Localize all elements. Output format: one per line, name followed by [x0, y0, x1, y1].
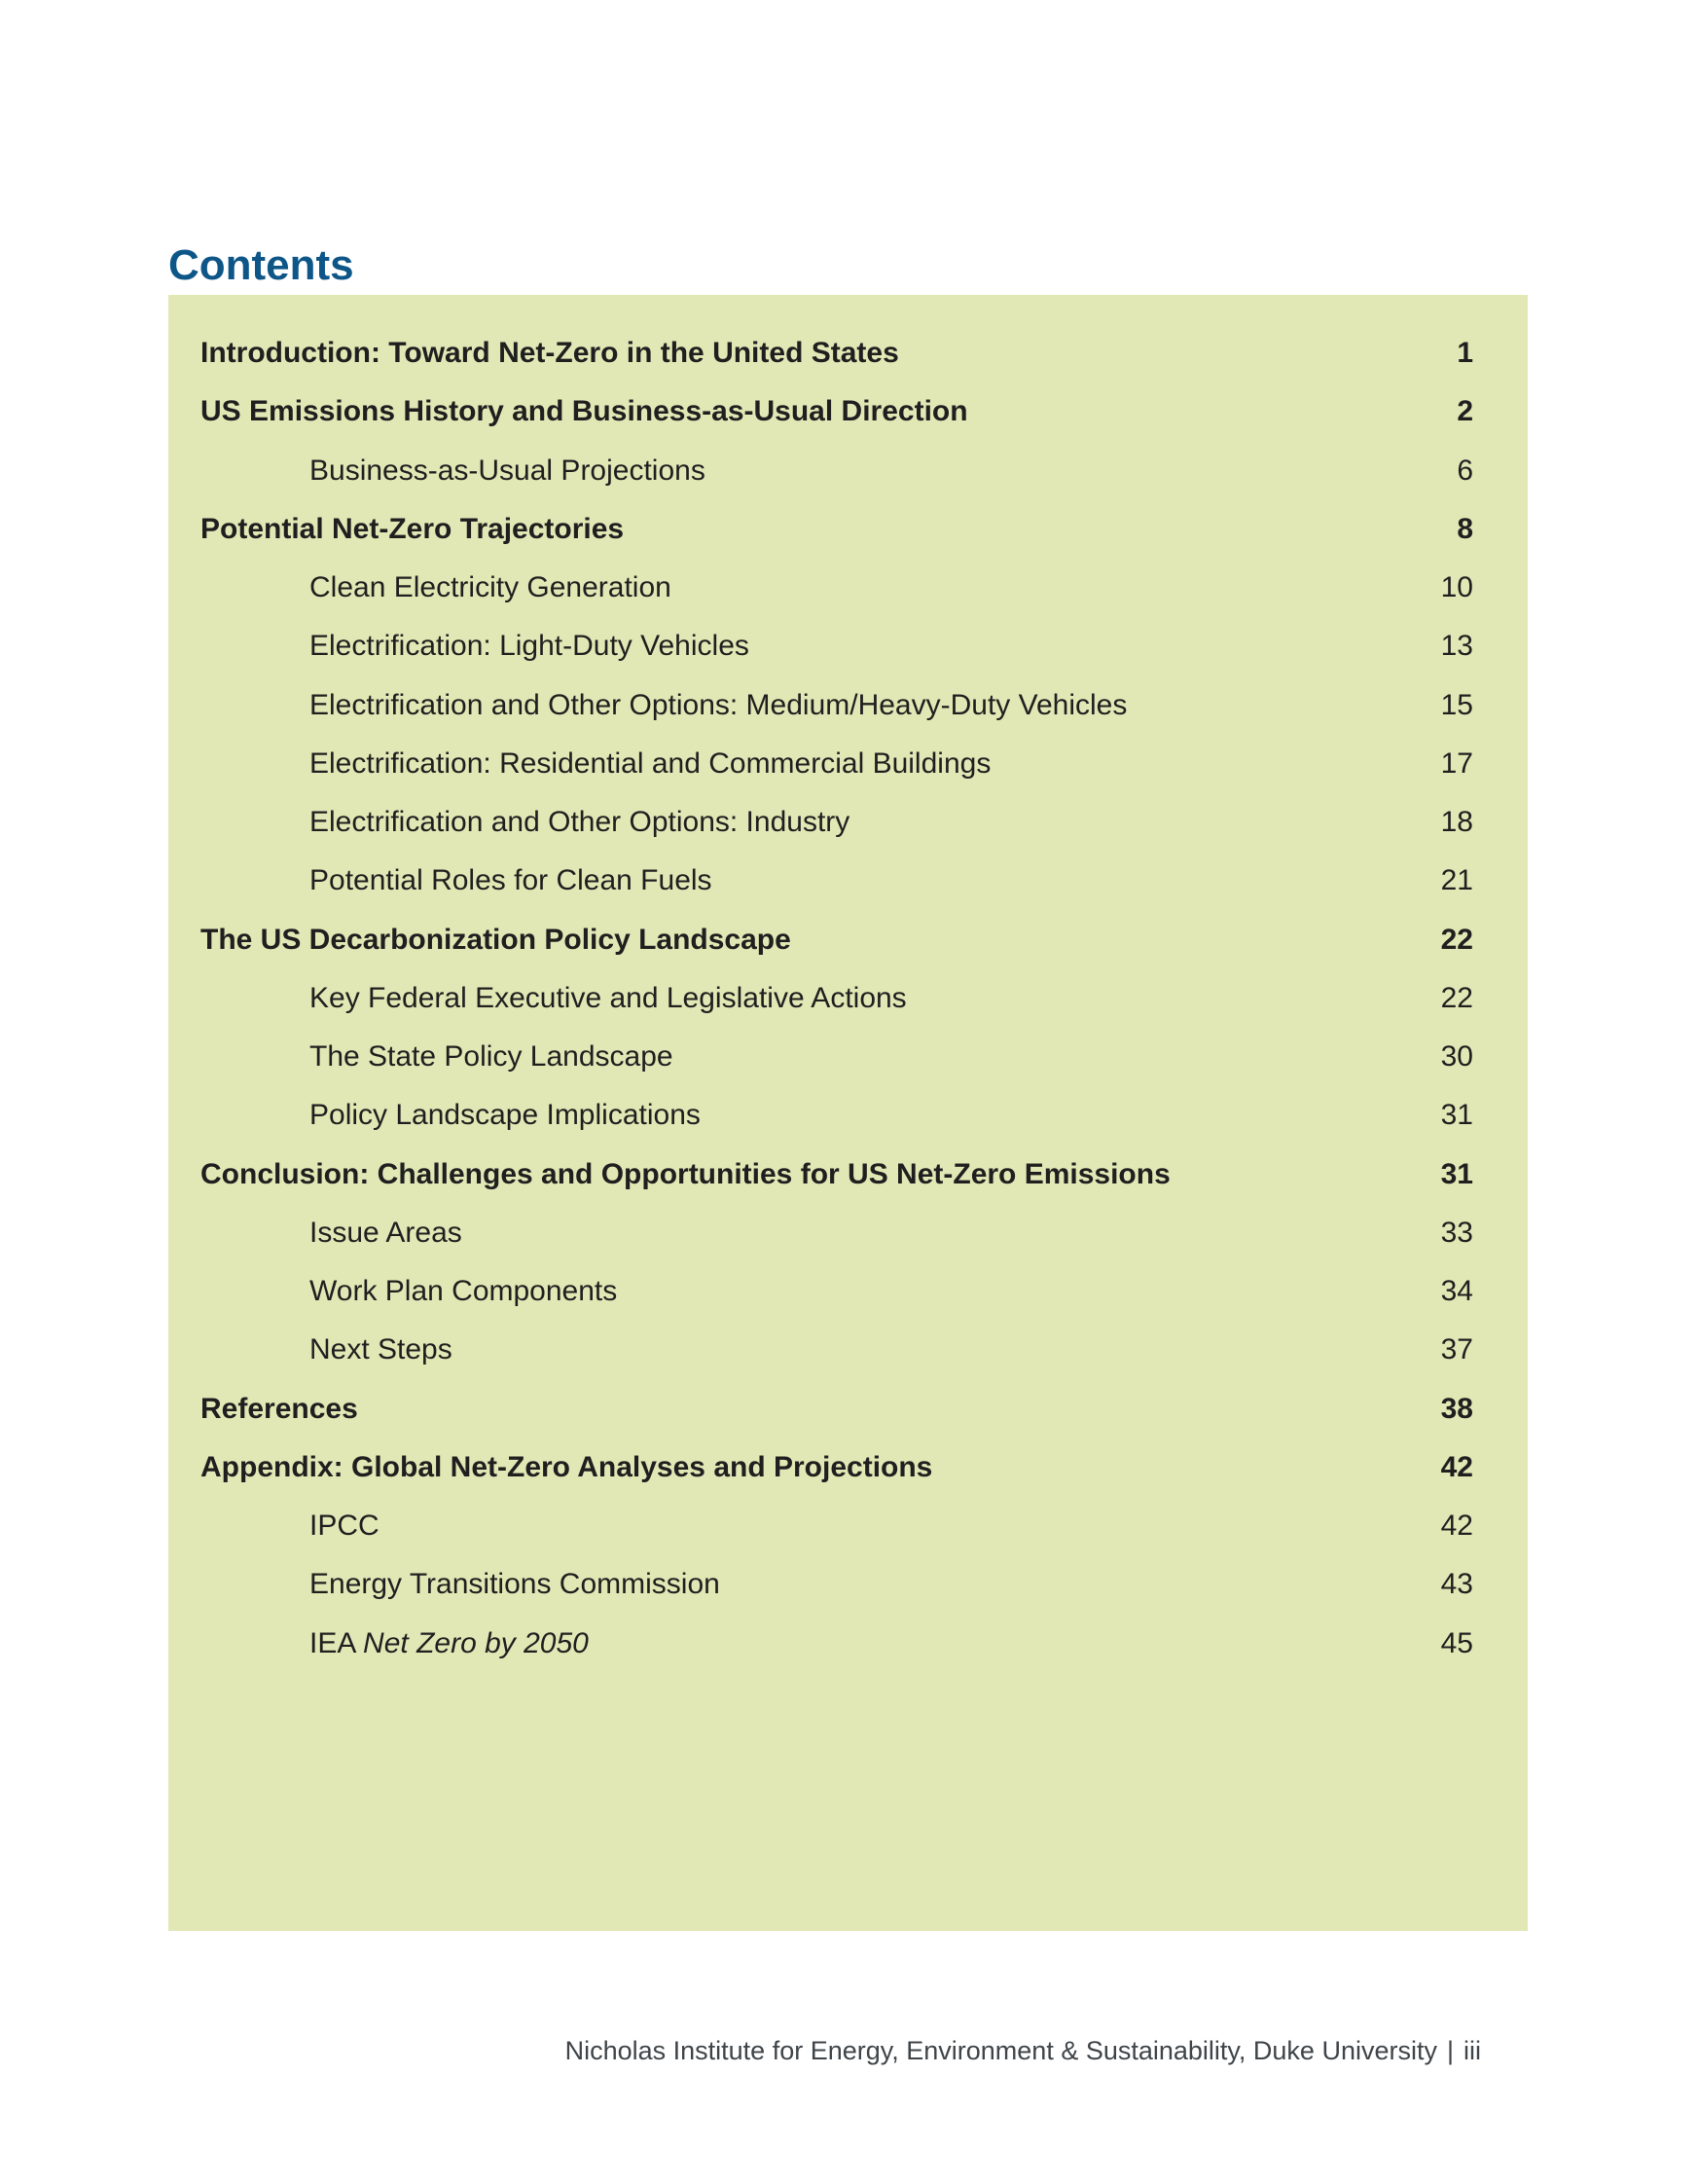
toc-entry-title-text: Electrification and Other Options: Medium/Heavy-Duty Vehicles: [309, 688, 1128, 721]
toc-entry-page-number: 17: [1440, 746, 1473, 780]
toc-subsection-entry[interactable]: [200, 969, 1473, 1028]
toc-entry-page-number: 2: [1457, 395, 1473, 428]
toc-entry-title: [200, 337, 899, 370]
toc-subsection-entry[interactable]: [200, 793, 1473, 852]
toc-entry-title: [200, 806, 849, 839]
toc-entry-page-number: 45: [1440, 1626, 1473, 1659]
toc-entry-title-text: Key Federal Executive and Legislative Actions: [309, 981, 907, 1014]
toc-entry-title: [200, 1627, 589, 1660]
toc-entry-title-text: IEA: [309, 1626, 364, 1659]
toc-entry-title-text: Electrification and Other Options: Industry: [309, 806, 850, 839]
toc-entry-page-number: 18: [1440, 806, 1473, 839]
toc-list: [200, 324, 1473, 1673]
toc-entry-title: [200, 747, 991, 781]
toc-entry-page-number: 30: [1440, 1040, 1473, 1074]
toc-entry-title-text: Next Steps: [309, 1333, 452, 1366]
toc-entry-title-text: IPCC: [309, 1510, 379, 1543]
toc-subsection-entry[interactable]: [200, 852, 1473, 910]
toc-subsection-entry[interactable]: [200, 617, 1473, 675]
toc-entry-title-text: Clean Electricity Generation: [309, 571, 671, 604]
toc-entry-page-number: 38: [1440, 1392, 1473, 1425]
toc-entry-title: [200, 864, 712, 897]
toc-entry-title: [200, 689, 1127, 722]
toc-subsection-entry[interactable]: [200, 1086, 1473, 1145]
toc-entry-title: [200, 1451, 932, 1484]
table-of-contents: [168, 295, 1528, 1931]
toc-entry-title: [200, 924, 791, 957]
toc-entry-page-number: 42: [1440, 1450, 1473, 1483]
toc-entry-page-number: 37: [1440, 1333, 1473, 1366]
toc-entry-title: [200, 513, 624, 546]
toc-entry-title: [200, 455, 705, 488]
toc-entry-title: [200, 1333, 452, 1366]
toc-entry-title-text: Issue Areas: [309, 1216, 462, 1249]
toc-entry-title: [200, 1568, 720, 1601]
toc-entry-title: [200, 1510, 379, 1543]
toc-entry-title-text: Electrification: Light-Duty Vehicles: [309, 630, 749, 663]
toc-entry-page-number: 31: [1440, 1099, 1473, 1132]
toc-section-entry[interactable]: [200, 911, 1473, 969]
toc-subsection-entry[interactable]: [200, 1615, 1473, 1673]
toc-subsection-entry[interactable]: [200, 1321, 1473, 1379]
toc-entry-title-text: References: [200, 1392, 358, 1425]
toc-entry-page-number: 42: [1440, 1510, 1473, 1543]
toc-entry-title: [200, 1099, 701, 1132]
toc-entry-title: [200, 630, 749, 663]
toc-subsection-entry[interactable]: [200, 676, 1473, 735]
toc-entry-title-text: Business-as-Usual Projections: [309, 454, 705, 487]
toc-entry-title: [200, 1217, 462, 1250]
toc-subsection-entry[interactable]: [200, 442, 1473, 500]
toc-subsection-entry[interactable]: [200, 735, 1473, 793]
page-title: Contents: [168, 241, 354, 289]
toc-subsection-entry[interactable]: [200, 1028, 1473, 1086]
toc-subsection-entry[interactable]: [200, 1497, 1473, 1555]
toc-entry-page-number: 21: [1440, 864, 1473, 897]
toc-entry-title-text: Work Plan Components: [309, 1275, 618, 1308]
toc-entry-page-number: 34: [1440, 1275, 1473, 1308]
toc-entry-page-number: 43: [1440, 1568, 1473, 1601]
toc-entry-title-text: Policy Landscape Implications: [309, 1099, 701, 1132]
footer-institution: Nicholas Institute for Energy, Environment & Sustainability, Duke University: [564, 2036, 1437, 2065]
toc-entry-title: [200, 1393, 358, 1426]
toc-section-entry[interactable]: [200, 382, 1473, 441]
toc-entry-title: [200, 1275, 617, 1308]
footer-page-number: iii: [1463, 2036, 1481, 2065]
toc-entry-page-number: 13: [1440, 630, 1473, 663]
toc-entry-title-italic: Net Zero by 2050: [363, 1626, 589, 1659]
toc-entry-title: [200, 395, 968, 428]
toc-entry-title-text: Potential Roles for Clean Fuels: [309, 864, 712, 897]
toc-entry-title: [200, 982, 907, 1015]
toc-entry-title-text: Introduction: Toward Net-Zero in the United States: [200, 337, 899, 370]
toc-entry-title: [200, 571, 671, 604]
toc-section-entry[interactable]: [200, 1146, 1473, 1204]
toc-entry-title: [200, 1158, 1171, 1191]
toc-entry-title-text: US Emissions History and Business-as-Usual Direction: [200, 395, 968, 428]
toc-subsection-entry[interactable]: [200, 1555, 1473, 1614]
toc-subsection-entry[interactable]: [200, 559, 1473, 617]
toc-entry-title-text: Appendix: Global Net-Zero Analyses and Projections: [200, 1450, 933, 1483]
toc-entry-title-text: Energy Transitions Commission: [309, 1568, 720, 1601]
toc-entry-page-number: 10: [1440, 571, 1473, 604]
toc-entry-page-number: 22: [1440, 981, 1473, 1014]
toc-entry-title-text: The State Policy Landscape: [309, 1040, 673, 1074]
toc-entry-page-number: 22: [1440, 923, 1473, 956]
toc-section-entry[interactable]: [200, 500, 1473, 559]
toc-entry-title-text: Electrification: Residential and Commercial Buildings: [309, 746, 992, 780]
toc-entry-title: [200, 1040, 673, 1074]
toc-entry-page-number: 1: [1457, 337, 1473, 370]
toc-entry-page-number: 15: [1440, 688, 1473, 721]
page-footer: [565, 2036, 1481, 2066]
toc-section-entry[interactable]: [200, 1438, 1473, 1497]
toc-subsection-entry[interactable]: [200, 1262, 1473, 1321]
toc-subsection-entry[interactable]: [200, 1204, 1473, 1262]
toc-entry-title-text: Potential Net-Zero Trajectories: [200, 512, 625, 545]
toc-section-entry[interactable]: [200, 1380, 1473, 1438]
toc-section-entry[interactable]: [200, 324, 1473, 382]
toc-entry-page-number: 31: [1440, 1157, 1473, 1190]
toc-entry-page-number: 33: [1440, 1216, 1473, 1249]
toc-entry-title-text: The US Decarbonization Policy Landscape: [200, 923, 791, 956]
toc-entry-title-text: Conclusion: Challenges and Opportunities for US Net-Zero Emissions: [200, 1157, 1171, 1190]
toc-entry-page-number: 8: [1457, 512, 1473, 545]
footer-separator: |: [1446, 2036, 1454, 2065]
toc-entry-page-number: 6: [1457, 454, 1473, 487]
